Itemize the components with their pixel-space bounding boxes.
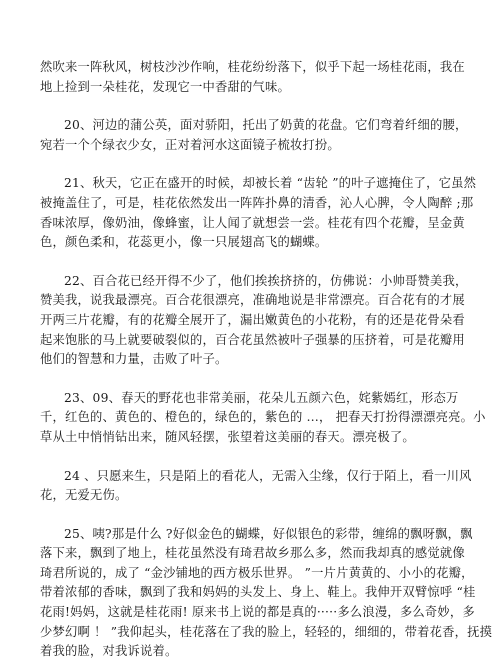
text-line: 他们的智慧和力量，击败了叶子。 [40, 352, 228, 367]
text-line: 地上捡到一朵桂花，发现它一中香甜的气味。 [40, 79, 290, 94]
paragraph-24-next-life [40, 467, 472, 506]
text-line: 被掩盖住了，可是，桂花依然发出一阵阵扑鼻的清香，沁人心脾，令人陶醉 ;那 [40, 195, 474, 210]
text-line: 草从土中悄悄钻出来，随风轻摆，张望着这美丽的春天。漂亮极了。 [40, 429, 415, 444]
text-line: 21、秋天，它正在盛开的时候，却被长着 “齿轮 ”的叶子遮掩住了，它虽然 [64, 176, 477, 191]
text-line: 22、百合花已经开得不少了，他们挨挨挤挤的，仿佛说：小帅哥赞美我， [64, 273, 468, 288]
paragraph-osmanthus-rain [40, 58, 465, 97]
text-line: 千，红色的、黄色的、橙色的，绿色的，紫色的 …， 把春天打扮得漂漂亮亮。小 [40, 410, 486, 425]
text-line: 24 、只愿来生，只是陌上的看花人，无需入尘缘，仅行于陌上，看一川风 [64, 468, 472, 483]
paragraph-23-wildflowers [40, 389, 486, 448]
text-line: 花，无爱无伤。 [40, 488, 128, 503]
text-line: 20、河边的蒲公英，面对骄阳，托出了奶黄的花盘。它们弯着纤细的腰， [64, 118, 468, 133]
text-line: 开两三片花瓣，有的花瓣全展开了，漏出嫩黄色的小花粉，有的还是花骨朵看 [40, 312, 465, 327]
text-line: 花雨!妈妈，这就是桂花雨! 原来书上说的都是真的·····多么浪漫，多么奇妙，多 [40, 605, 475, 620]
text-line: 赞美我，说我最漂亮。百合花很漂亮，准确地说是非常漂亮。百合花有的才展 [40, 293, 465, 308]
text-line: 香味浓厚，像奶油，像蜂蜜，让人闻了就想尝一尝。桂花有四个花瓣，呈金黄 [40, 215, 465, 230]
text-line: 25、咦?那是什么 ?好似金色的蝴蝶，好似银色的彩带，缠绵的飘呀飘，飘 [64, 526, 473, 541]
text-line: 带着浓郁的香味，飘到了我和妈妈的头发上、身上、鞋上。我伸开双臂惊呼 “桂 [40, 585, 476, 600]
text-line: 23、09、春天的野花也非常美丽，花朵儿五颜六色，姹紫嫣红，形态万 [64, 390, 459, 405]
text-line: 少梦幻啊 ！ ”我仰起头，桂花落在了我的脸上，轻轻的，细细的，带着花香，抚摸 [40, 624, 493, 639]
paragraph-22-lily [40, 272, 468, 370]
text-line: 落下来，飘到了地上，桂花虽然没有琦君故乡那么多，然而我却真的感觉就像 [40, 546, 465, 561]
text-line: 起来饱胀的马上就要破裂似的，百合花虽然被叶子强暴的压挤着，可是花瓣用 [40, 332, 465, 347]
text-line: 琦君所说的，成了 “金沙铺地的西方极乐世界。 ”一片片黄黄的、小小的花瓣， [40, 565, 474, 580]
paragraph-20-dandelion [40, 116, 468, 155]
text-line: 着我的脸，对我诉说着。 [40, 644, 178, 659]
paragraph-21-osmanthus [40, 174, 477, 252]
text-line: 然吹来一阵秋风，树枝沙沙作响，桂花纷纷落下，似乎下起一场桂花雨，我在 [40, 60, 465, 74]
text-line: 宛若一个个绿衣少女，正对着河水这面镜子梳妆打扮。 [40, 137, 340, 152]
text-line: 色，颜色柔和，花蕊更小，像一只展翅高飞的蝴蝶。 [40, 235, 328, 250]
paragraph-25-osmanthus-rain [40, 525, 493, 662]
